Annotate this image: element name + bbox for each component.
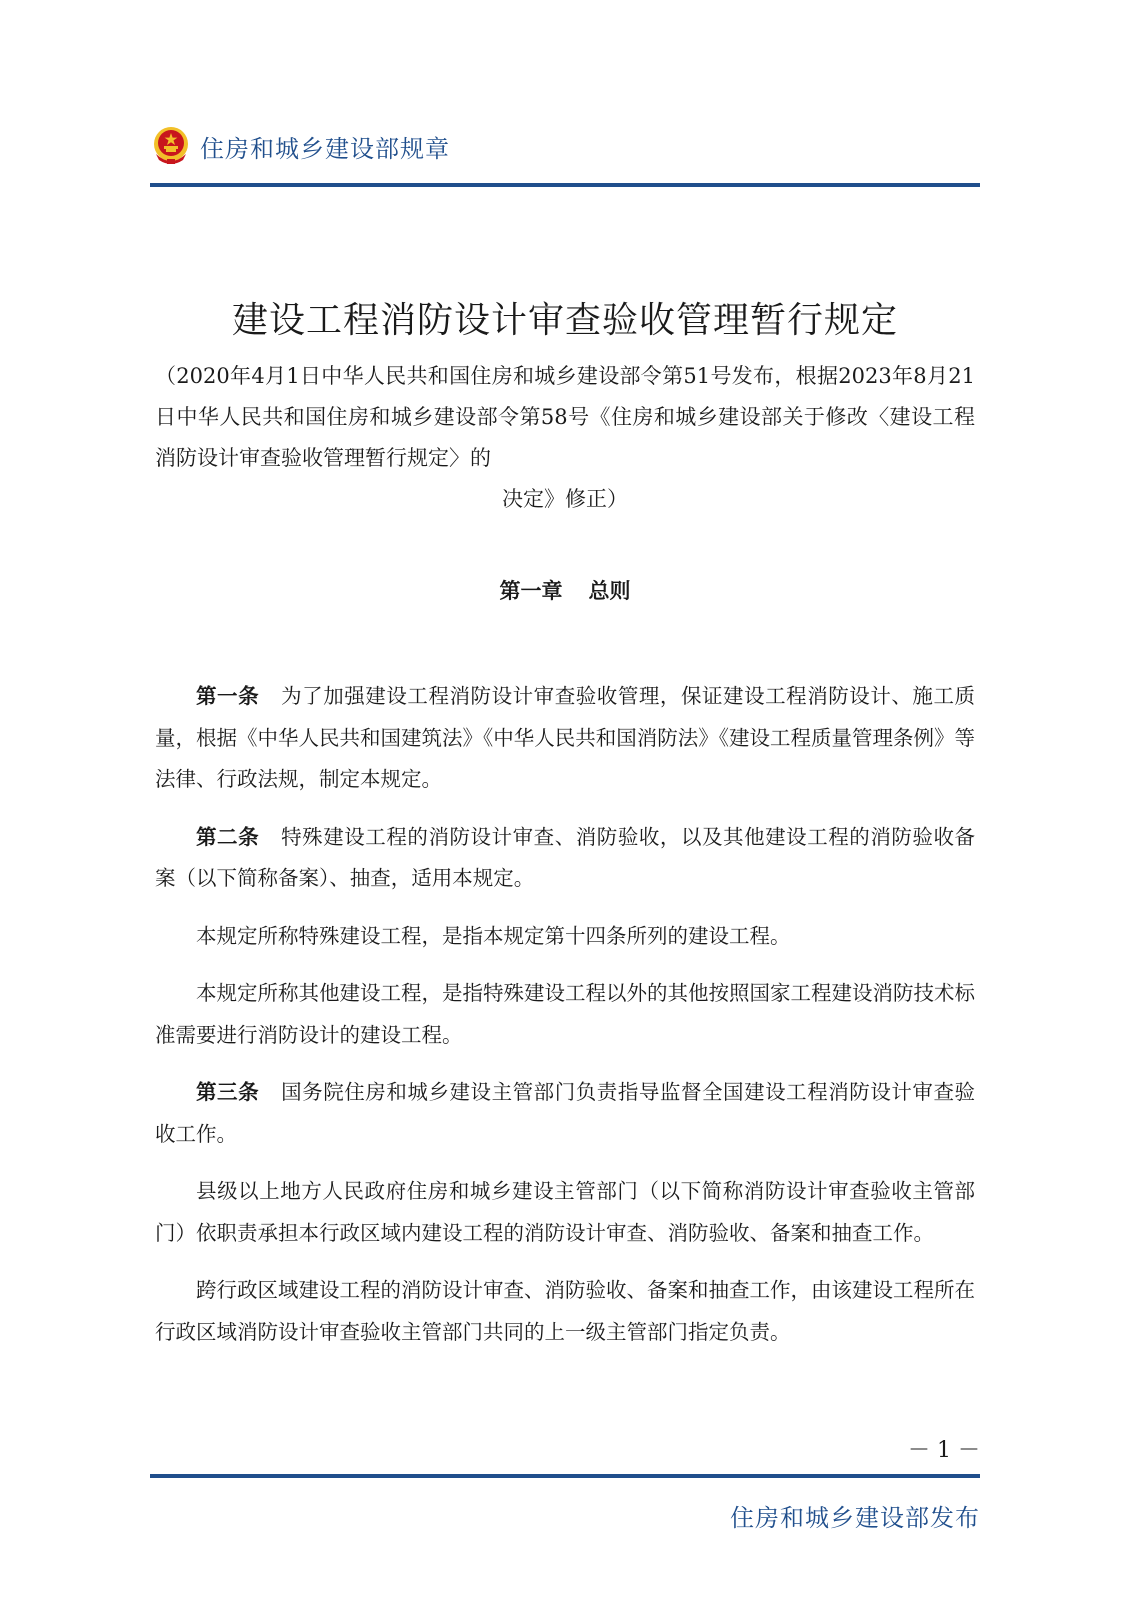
document-subtitle xyxy=(155,356,975,520)
paragraph-text: 国务院住房和城乡建设主管部门负责指导监督全国建设工程消防设计审查验收工作。 xyxy=(155,1080,976,1146)
article-label: 第三条 xyxy=(196,1080,260,1104)
paragraph-text: 特殊建设工程的消防设计审查、消防验收，以及其他建设工程的消防验收备案（以下简称备案）、抽查，适用本规定。 xyxy=(155,824,976,890)
subtitle-main: （2020年4月1日中华人民共和国住房和城乡建设部令第51号发布，根据2023年8月21日中华人民共和国住房和城乡建设部令第58号《住房和城乡建设部关于修改〈建设工程消防设计审查验收管理暂行规定〉的 xyxy=(155,364,975,470)
article-label: 第二条 xyxy=(196,824,260,849)
paragraph-text: 县级以上地方人民政府住房和城乡建设主管部门（以下简称消防设计审查验收主管部门）依职责承担本行政区域内建设工程的消防设计审查、消防验收、备案和抽查工作。 xyxy=(155,1179,975,1245)
paragraph-text: 本规定所称特殊建设工程，是指本规定第十四条所列的建设工程。 xyxy=(196,923,791,948)
header-title: 住房和城乡建设部规章 xyxy=(200,135,450,163)
article-body xyxy=(155,676,975,1369)
paragraph-article-1 xyxy=(155,676,975,801)
paragraph-text: 跨行政区域建设工程的消防设计审查、消防验收、备案和抽查工作，由该建设工程所在行政区域消防设计审查验收主管部门共同的上一级主管部门指定负责。 xyxy=(155,1278,975,1344)
footer-rule xyxy=(150,1474,980,1478)
paragraph-article-3 xyxy=(155,1072,975,1155)
paragraph-text: 本规定所称其他建设工程，是指特殊建设工程以外的其他按照国家工程建设消防技术标准需要进行消防设计的建设工程。 xyxy=(155,981,975,1047)
article-label: 第一条 xyxy=(196,684,260,708)
paragraph-article-2 xyxy=(155,817,975,900)
paragraph xyxy=(155,916,975,958)
chapter-name: 总则 xyxy=(588,579,631,603)
page-number: － 1 － xyxy=(908,1438,980,1463)
national-emblem-icon xyxy=(150,124,192,166)
chapter-heading xyxy=(150,575,980,605)
paragraph xyxy=(155,1270,975,1353)
header-rule xyxy=(150,183,980,187)
paragraph-text: 为了加强建设工程消防设计审查验收管理，保证建设工程消防设计、施工质量，根据《中华人民共和国建筑法》《中华人民共和国消防法》《建设工程质量管理条例》等法律、行政法规，制定本规定。 xyxy=(155,684,976,791)
paragraph xyxy=(155,973,975,1056)
subtitle-last-line: 决定》修正） xyxy=(502,487,628,511)
footer-publisher: 住房和城乡建设部发布 xyxy=(730,1504,980,1532)
chapter-number: 第一章 xyxy=(499,579,563,603)
document-title: 建设工程消防设计审查验收管理暂行规定 xyxy=(231,300,898,341)
paragraph xyxy=(155,1171,975,1254)
page-header xyxy=(150,118,980,178)
